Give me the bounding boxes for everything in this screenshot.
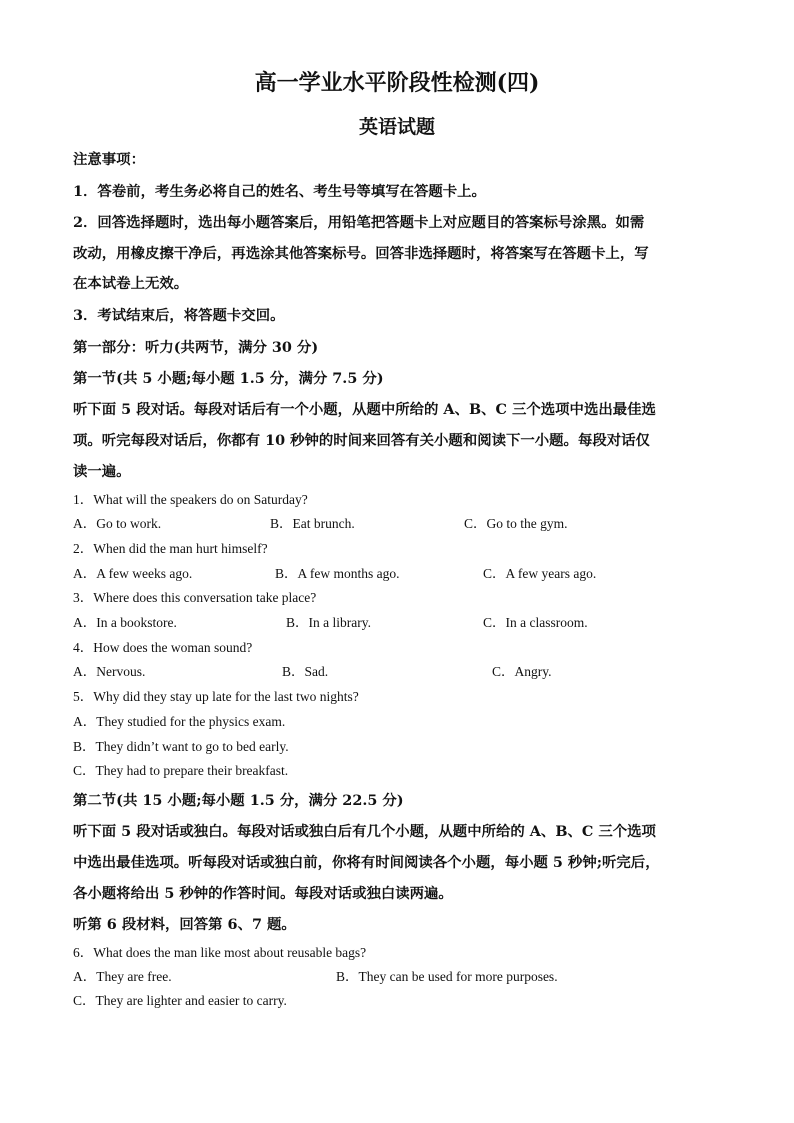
question-6-option-a: A．They are free. [73,969,172,984]
question-6-option-b: B．They can be used for more purposes. [336,969,558,984]
question-5-stem: 5．Why did they stay up late for the last two nights? [73,689,359,704]
question-2-option-a: A．A few weeks ago. [73,566,193,581]
subject-title: 英语试题 [358,116,435,138]
question-1-option-b: B．Eat brunch. [270,516,355,531]
question-6-stem: 6．What does the man like most about reusable bags? [73,945,367,960]
question-5-option-c: C．They had to prepare their breakfast. [73,763,289,778]
note-item-1: 1．答卷前，考生务必将自己的姓名、考生号等填写在答题卡上。 [73,183,486,200]
question-4-option-b: B．Sad. [282,664,329,679]
question-4-option-c: C．Angry. [492,664,552,679]
question-3-stem: 3．Where does this conversation take place? [73,590,317,605]
question-5-option-a: A．They studied for the physics exam. [73,714,286,729]
section2-instructions-line-2: 中选出最佳选项。听每段对话或独白前，你将有时间阅读各个小题，每小题 5 秒钟;听完后， [73,854,660,871]
section1-heading: 第一节(共 5 小题;每小题 1.5 分，满分 7.5 分) [73,370,384,387]
question-5-option-b: B．They didn’t want to go to bed early. [73,739,289,754]
question-6-option-c: C．They are lighter and easier to carry. [73,993,287,1008]
material-6-heading: 听第 6 段材料，回答第 6、7 题。 [73,916,296,933]
question-2-option-b: B．A few months ago. [275,566,400,581]
question-3-option-b: B．In a library. [286,615,371,630]
question-3-option-c: C．In a classroom. [483,615,588,630]
question-2-option-c: C．A few years ago. [483,566,597,581]
section1-instructions-line-3: 读一遍。 [73,463,131,480]
question-1-stem: 1．What will the speakers do on Saturday? [73,492,308,507]
section2-instructions-line-3: 各小题将给出 5 秒钟的作答时间。每段对话或独白读两遍。 [73,885,453,902]
note-item-2-line-1: 2．回答选择题时，选出每小题答案后，用铅笔把答题卡上对应题目的答案标号涂黑。如需 [73,214,645,231]
question-1-option-c: C．Go to the gym. [464,516,568,531]
section2-heading: 第二节(共 15 小题;每小题 1.5 分，满分 22.5 分) [73,792,404,809]
part1-heading: 第一部分：听力(共两节，满分 30 分) [73,339,319,356]
question-2-stem: 2．When did the man hurt himself? [73,541,268,556]
note-item-3: 3．考试结束后，将答题卡交回。 [73,307,285,324]
section1-instructions-line-2: 项。听完每段对话后，你都有 10 秒钟的时间来回答有关小题和阅读下一小题。每段对话仅 [73,432,650,449]
note-item-2-line-2: 改动，用橡皮擦干净后，再选涂其他答案标号。回答非选择题时，将答案写在答题卡上，写 [73,245,649,262]
question-4-option-a: A．Nervous. [73,664,146,679]
question-3-option-a: A．In a bookstore. [73,615,177,630]
note-item-2-line-3: 在本试卷上无效。 [73,275,189,292]
section2-instructions-line-1: 听下面 5 段对话或独白。每段对话或独白后有几个小题，从题中所给的 A、B、C 三个选项 [73,823,656,840]
question-4-stem: 4．How does the woman sound? [73,640,253,655]
question-1-option-a: A．Go to work. [73,516,162,531]
section1-instructions-line-1: 听下面 5 段对话。每段对话后有一个小题，从题中所给的 A、B、C 三个选项中选出最佳选 [73,401,656,418]
notes-heading: 注意事项： [73,151,145,168]
page-title: 高一学业水平阶段性检测(四) [254,70,540,96]
